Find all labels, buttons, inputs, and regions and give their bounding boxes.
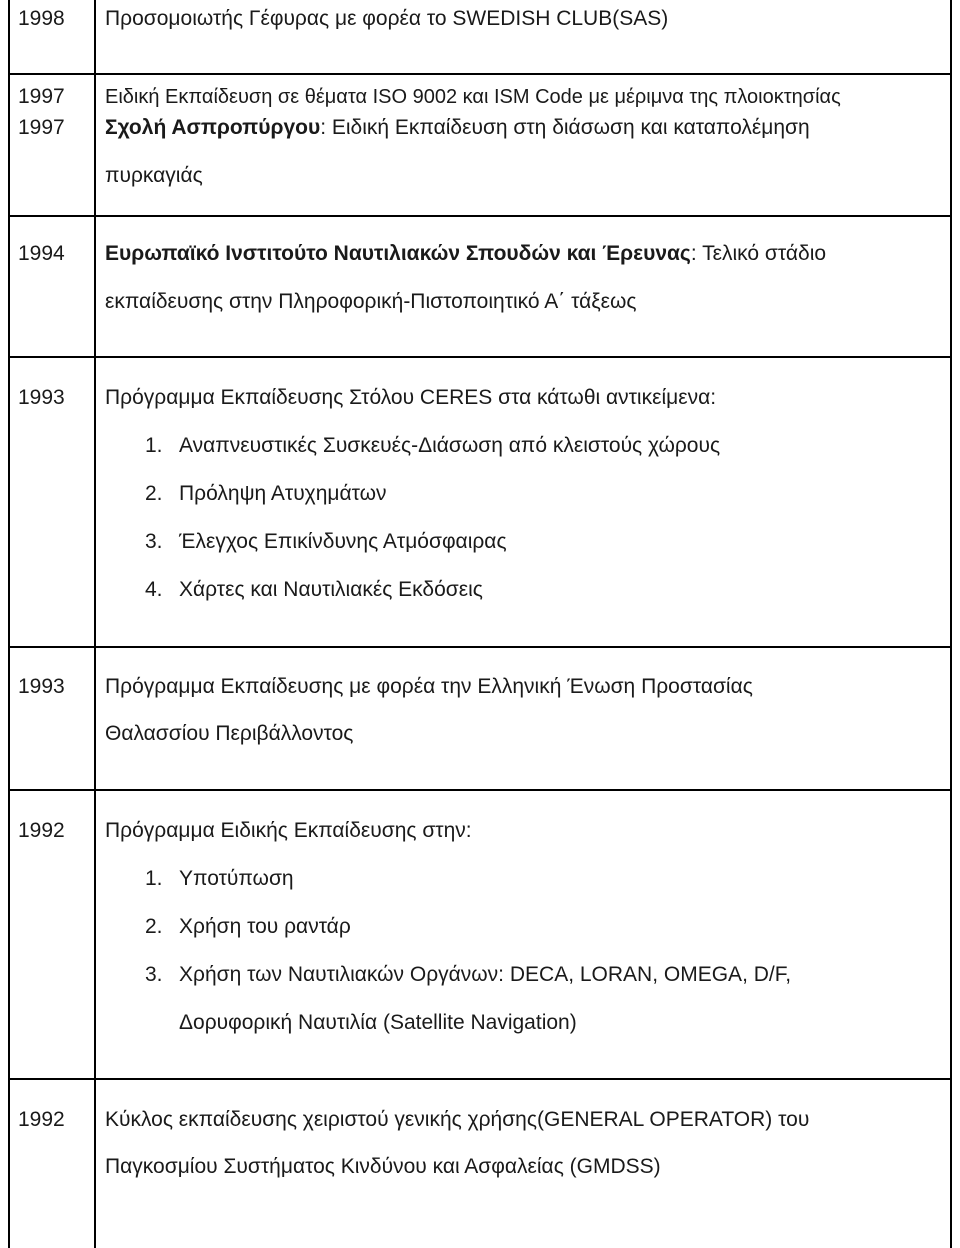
- list-number: 1.: [145, 434, 163, 457]
- list-number: 3.: [145, 963, 163, 986]
- table-border-right: [950, 0, 952, 1248]
- row-divider: [8, 215, 952, 217]
- row-year: 1997: [18, 85, 65, 108]
- row-description-continued: πυρκαγιάς: [105, 164, 203, 187]
- row-year: 1992: [18, 819, 65, 842]
- list-item: [145, 951, 791, 999]
- row-divider: [8, 646, 952, 648]
- row-description: Προσομοιωτής Γέφυρας με φορέα το SWEDISH CLUB(SAS): [105, 7, 669, 30]
- description-text: : Τελικό στάδιο: [690, 242, 827, 265]
- row-description: [105, 104, 810, 152]
- list-number: 4.: [145, 578, 163, 601]
- list-item: [145, 903, 351, 951]
- row-description: [105, 230, 826, 278]
- row-description: Κύκλος εκπαίδευσης χειριστού γενικής χρήσης(GENERAL OPERATOR) του: [105, 1108, 810, 1131]
- row-description: Πρόγραμμα Εκπαίδευσης με φορέα την Ελληνική Ένωση Προστασίας: [105, 675, 753, 698]
- row-year: 1993: [18, 675, 65, 698]
- list-number: 2.: [145, 482, 163, 505]
- row-description: Πρόγραμμα Ειδικής Εκπαίδευσης στην:: [105, 819, 472, 842]
- list-label: Υποτύπωση: [179, 867, 294, 890]
- row-description-continued: Παγκοσμίου Συστήματος Κινδύνου και Ασφαλείας (GMDSS): [105, 1155, 661, 1178]
- row-description: Ειδική Εκπαίδευση σε θέματα ISO 9002 και ISM Code με μέριμνα της πλοιοκτησίας: [105, 86, 841, 108]
- institution-name: Ευρωπαϊκό Ινστιτούτο Ναυτιλιακών Σπουδών και Έρευνας: [105, 242, 691, 265]
- row-description-continued: Θαλασσίου Περιβάλλοντος: [105, 722, 354, 745]
- list-label: Χάρτες και Ναυτιλιακές Εκδόσεις: [179, 578, 483, 601]
- row-year: 1997: [18, 116, 65, 139]
- list-number: 2.: [145, 915, 163, 938]
- list-item-continued: [179, 999, 577, 1047]
- list-item: [145, 855, 294, 903]
- list-item: [145, 566, 483, 614]
- table-border-left: [8, 0, 10, 1248]
- row-year: 1994: [18, 242, 65, 265]
- row-divider: [8, 1078, 952, 1080]
- table-column-divider: [94, 0, 96, 1248]
- list-label: Πρόληψη Ατυχημάτων: [179, 482, 387, 505]
- institution-name: Σχολή Ασπροπύργου: [105, 116, 321, 139]
- list-label: Χρήση των Ναυτιλιακών Οργάνων: DECA, LORAN, OMEGA, D/F,: [179, 963, 792, 986]
- list-label: Έλεγχος Επικίνδυνης Ατμόσφαιρας: [179, 530, 507, 553]
- row-description: Πρόγραμμα Εκπαίδευσης Στόλου CERES στα κάτωθι αντικείμενα:: [105, 386, 717, 409]
- row-divider: [8, 356, 952, 358]
- list-item: [145, 470, 387, 518]
- row-year: 1998: [18, 7, 65, 30]
- list-item: [145, 518, 507, 566]
- row-year: 1992: [18, 1108, 65, 1131]
- description-text: : Ειδική Εκπαίδευση στη διάσωση και καταπολέμηση: [320, 116, 810, 139]
- list-item: [145, 422, 720, 470]
- list-label: Χρήση του ραντάρ: [179, 915, 351, 938]
- list-number: 3.: [145, 530, 163, 553]
- list-number: 1.: [145, 867, 163, 890]
- list-label: Δορυφορική Ναυτιλία (Satellite Navigation): [179, 1011, 577, 1034]
- row-description-continued: εκπαίδευσης στην Πληροφορική-Πιστοποιητικό Α΄ τάξεως: [105, 290, 637, 313]
- row-divider: [8, 789, 952, 791]
- row-year: 1993: [18, 386, 65, 409]
- list-label: Αναπνευστικές Συσκευές-Διάσωση από κλειστούς χώρους: [179, 434, 721, 457]
